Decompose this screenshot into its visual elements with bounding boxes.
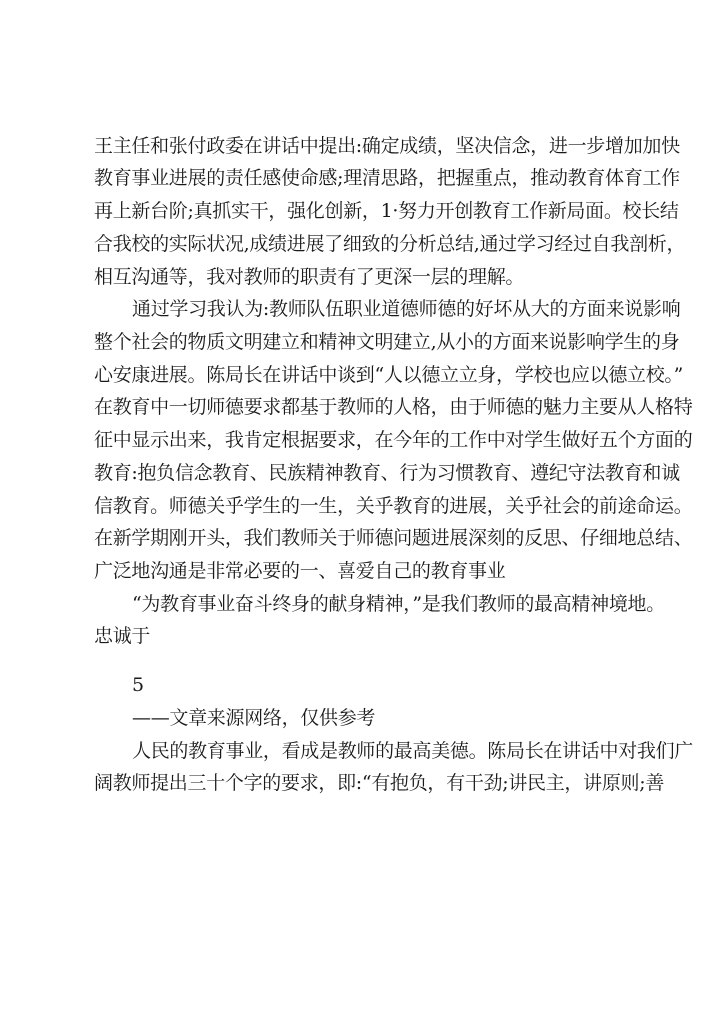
text-line: 忠诚于	[94, 625, 151, 647]
text-line: 通过学习我认为:教师队伍职业道德师德的好坏从大的方面来说影响	[132, 298, 681, 320]
text-line: 信教育。师德关乎学生的一生，关乎教育的进展，关乎社会的前途命运。	[94, 495, 693, 517]
text-line: 相互沟通等，我对教师的职责有了更深一层的理解。	[94, 266, 525, 288]
text-line: 教育事业进展的责任感使命感;理清思路，把握重点，推动教育体育工作	[94, 167, 680, 189]
text-line: 教育:抱负信念教育、民族精神教育、行为习惯教育、遵纪守法教育和诚	[94, 462, 680, 484]
text-line: 在新学期刚开头，我们教师关于师德问题进展深刻的反思、仔细地总结、	[94, 527, 693, 549]
page-number: 5	[132, 674, 144, 696]
text-line: 心安康进展。陈局长在讲话中谈到“人以德立立身，学校也应以德立校。”	[94, 364, 684, 386]
text-line: “为教育事业奋斗终身的献身精神，”是我们教师的最高精神境地。	[132, 593, 665, 615]
text-line: 再上新台阶;真抓实干，强化创新，1·努力开创教育工作新局面。校长结	[94, 200, 679, 222]
text-line: 在教育中一切师德要求都基于教师的人格，由于师德的魅力主要从人格特	[94, 396, 693, 418]
text-line: 阔教师提出三十个字的要求，即:“有抱负，有干劲;讲民主，讲原则;善	[94, 772, 665, 794]
text-line: 广泛地沟通是非常必要的一、喜爱自己的教育事业	[94, 560, 506, 582]
text-line: 合我校的实际状况,成绩进展了细致的分析总结,通过学习经过自我剖析，	[94, 233, 686, 255]
text-line: 征中显示出来，我肯定根据要求，在今年的工作中对学生做好五个方面的	[94, 429, 693, 451]
text-line: 王主任和张付政委在讲话中提出:确定成绩，坚决信念，进一步增加加快	[94, 135, 680, 157]
source-note: ——文章来源网络，仅供参考	[132, 707, 376, 729]
text-line: 人民的教育事业，看成是教师的最高美德。陈局长在讲话中对我们广	[132, 740, 694, 762]
text-line: 整个社会的物质文明建立和精神文明建立,从小的方面来说影响学生的身	[94, 331, 680, 353]
